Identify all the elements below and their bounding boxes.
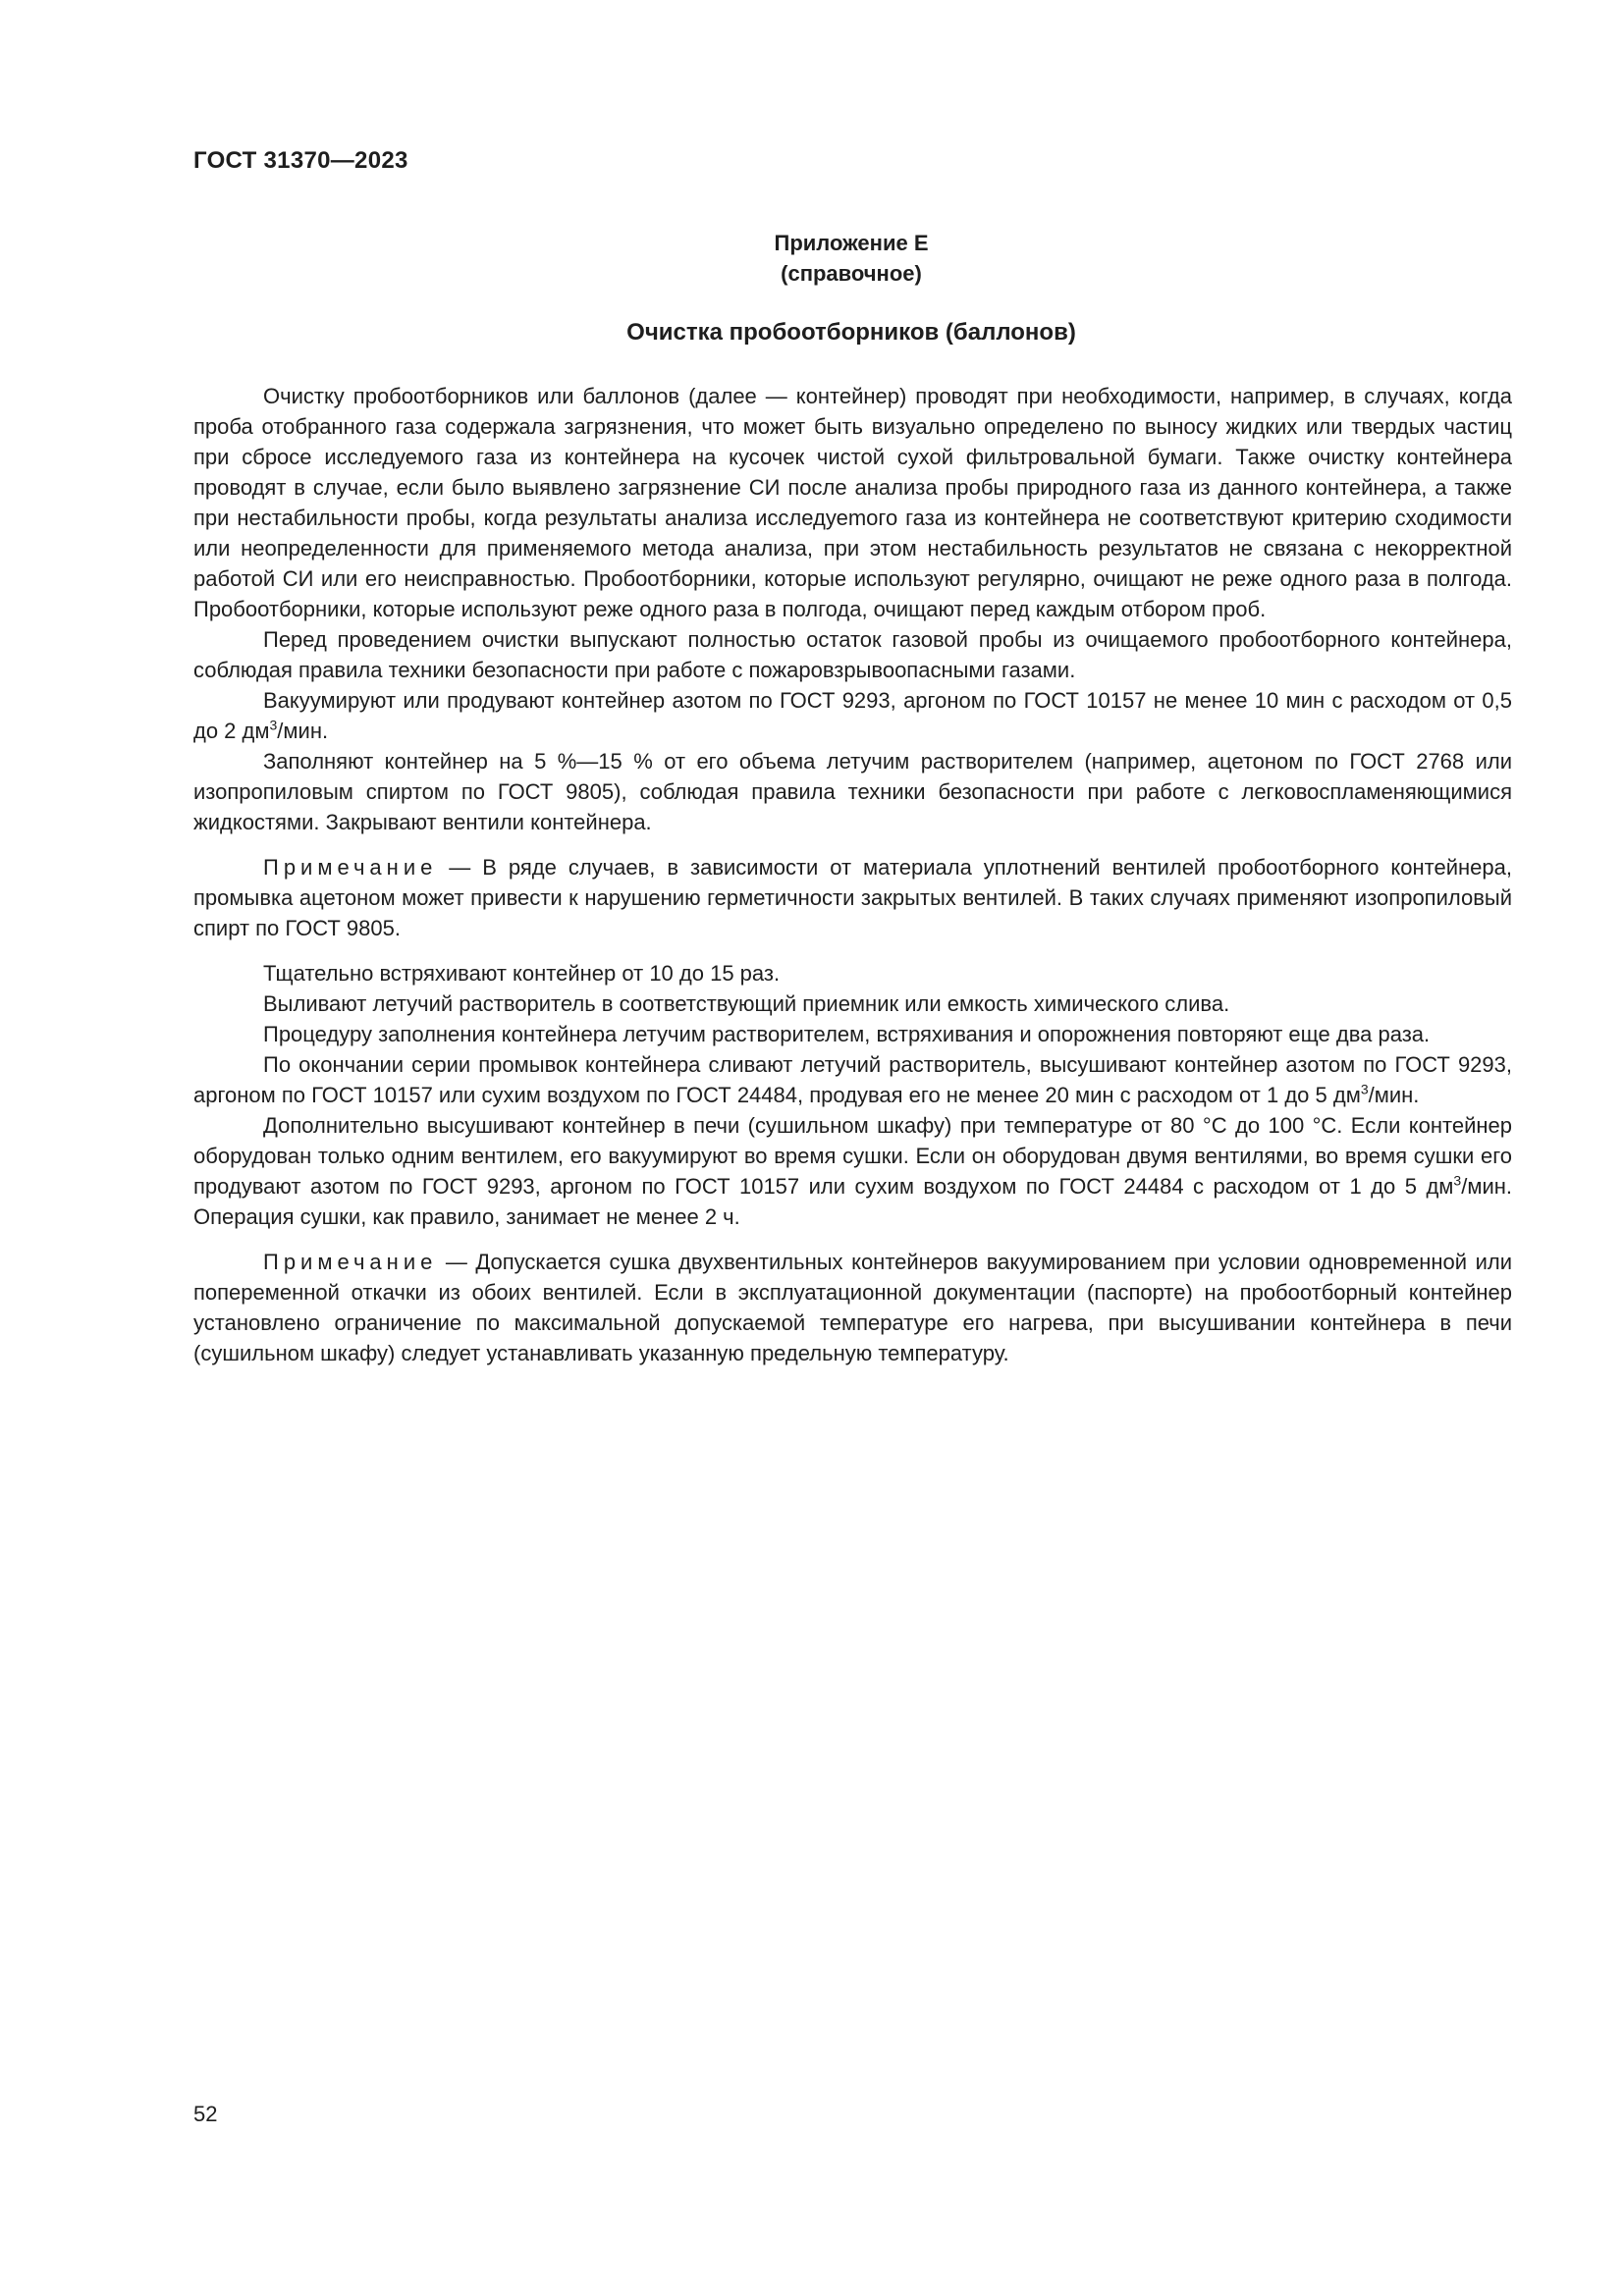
paragraph-fill-solvent: Заполняют контейнер на 5 %—15 % от его объема летучим растворителем (например, ацетоном по ГОСТ 2768 или изопропиловым спиртом по ГОСТ 9805), соблюдая правила техники безопасности при работе с легковоспламеняющимися жидкостями. Закрывают вентили контейнера. [193,749,1512,834]
text-fragment: Вакуумируют или продувают контейнер азотом по ГОСТ 9293, аргоном по ГОСТ 10157 не менее 10 мин с расходом от 0,5 до 2 дм [193,688,1512,743]
paragraph-release-residual-gas: Перед проведением очистки выпускают полностью остаток газовой пробы из очищаемого пробоотборного контейнера, соблюдая правила техники безопасности при работе с пожаровзрывоопасными газами. [193,627,1512,682]
paragraph-container-cleaning-conditions: Очистку пробоотборников или баллонов (далее — контейнер) проводят при необходимости, например, в случаях, когда проба отобранного газа содержала загрязнения, что может быть визуально определено по выносу жидких или твердых частиц при сбросе исследуемого газа из контейнера на кусочек чистой сухой фильтровальной бумаги. Также очистку контейнера проводят в случае, если было выявлено загрязнение СИ после анализа пробы природного газа из данного контейнера, а также при нестабильности пробы, когда результаты анализа исследуеmого газа из контейнера не соответствуют критерию сходимости или неопределенности для применяемого метода анализа, при этом нестабильность результатов не связана с некорректной работой СИ или его неисправностью. Пробоотборники, которые используют регулярно, очищают не реже одного раза в полгода. Пробоотборники, которые используют реже одного раза в полгода, очищают перед каждым отбором проб. [193,384,1512,621]
note-text: — Допускается сушка двухвентильных контейнеров вакуумированием при условии одновременной или попеременной откачки из обоих вентилей. Если в эксплуатационной документации (паспорте) на пробоотборный контейнер установлено ограничение по максимальной допускаемой температуре его нагрева, при высушивании контейнера в печи (сушильном шкафу) следует устанавливать указанную предельную температуру. [193,1250,1512,1365]
section-title: Очистка пробоотборников (баллонов) [626,319,1076,346]
superscript: 3 [1360,1081,1369,1097]
paragraph-shake: Тщательно встряхивают контейнер от 10 до 15 раз. [263,961,781,986]
paragraph-dry-after-rinse [193,1049,1512,1110]
text-fragment: /мин. Операция сушки, как правило, занимает не менее 2 ч. [193,1174,1512,1229]
text-fragment: Дополнительно высушивают контейнер в печи (сушильном шкафу) при температуре от 80 °С до 100 °С. Если контейнер оборудован только одним вентилем, его вакуумируют во время сушки. Если он оборудован двумя вентилями, во время сушки его продувают азотом по ГОСТ 9293, аргоном по ГОСТ 10157 или сухим воздухом по ГОСТ 24484 с расходом от 1 до 5 дм [193,1113,1512,1199]
note-text: — В ряде случаев, в зависимости от материала уплотнений вентилей пробоотборного контейнера, промывка ацетоном может привести к нарушению герметичности закрытых вентилей. В таких случаях применяют изопропиловый спирт по ГОСТ 9805. [193,855,1512,940]
appendix-heading [193,228,1509,289]
paragraph-oven-drying [193,1110,1512,1232]
text-fragment: /мин. [1368,1083,1420,1107]
standard-code-header: ГОСТ 31370—2023 [193,147,408,174]
note-acetone [193,852,1512,943]
paragraph-drain-solvent: Выливают летучий растворитель в соответствующий приемник или емкость химического слива. [263,991,1230,1016]
page-number: 52 [193,2102,218,2126]
note-label: Примечание [263,1250,438,1274]
document-body [193,381,1512,1383]
superscript: 3 [269,717,278,733]
text-fragment: По окончании серии промывок контейнера сливают летучий растворитель, высушивают контейнер азотом по ГОСТ 9293, аргоном по ГОСТ 10157 или сухим воздухом по ГОСТ 24484, продувая его не менее 20 мин с расходом от 1 до 5 дм [193,1052,1512,1107]
paragraph-repeat-procedure: Процедуру заполнения контейнера летучим растворителем, встряхивания и опорожнения повторяют еще два раза. [263,1022,1431,1046]
appendix-type: (справочное) [781,261,922,286]
paragraph-vacuum-purge [193,685,1512,746]
appendix-title: Приложение Е [774,231,929,255]
superscript: 3 [1453,1172,1462,1189]
note-label: Примечание [263,855,438,880]
note-vacuum-drying [193,1247,1512,1368]
text-fragment: /мин. [277,719,329,743]
